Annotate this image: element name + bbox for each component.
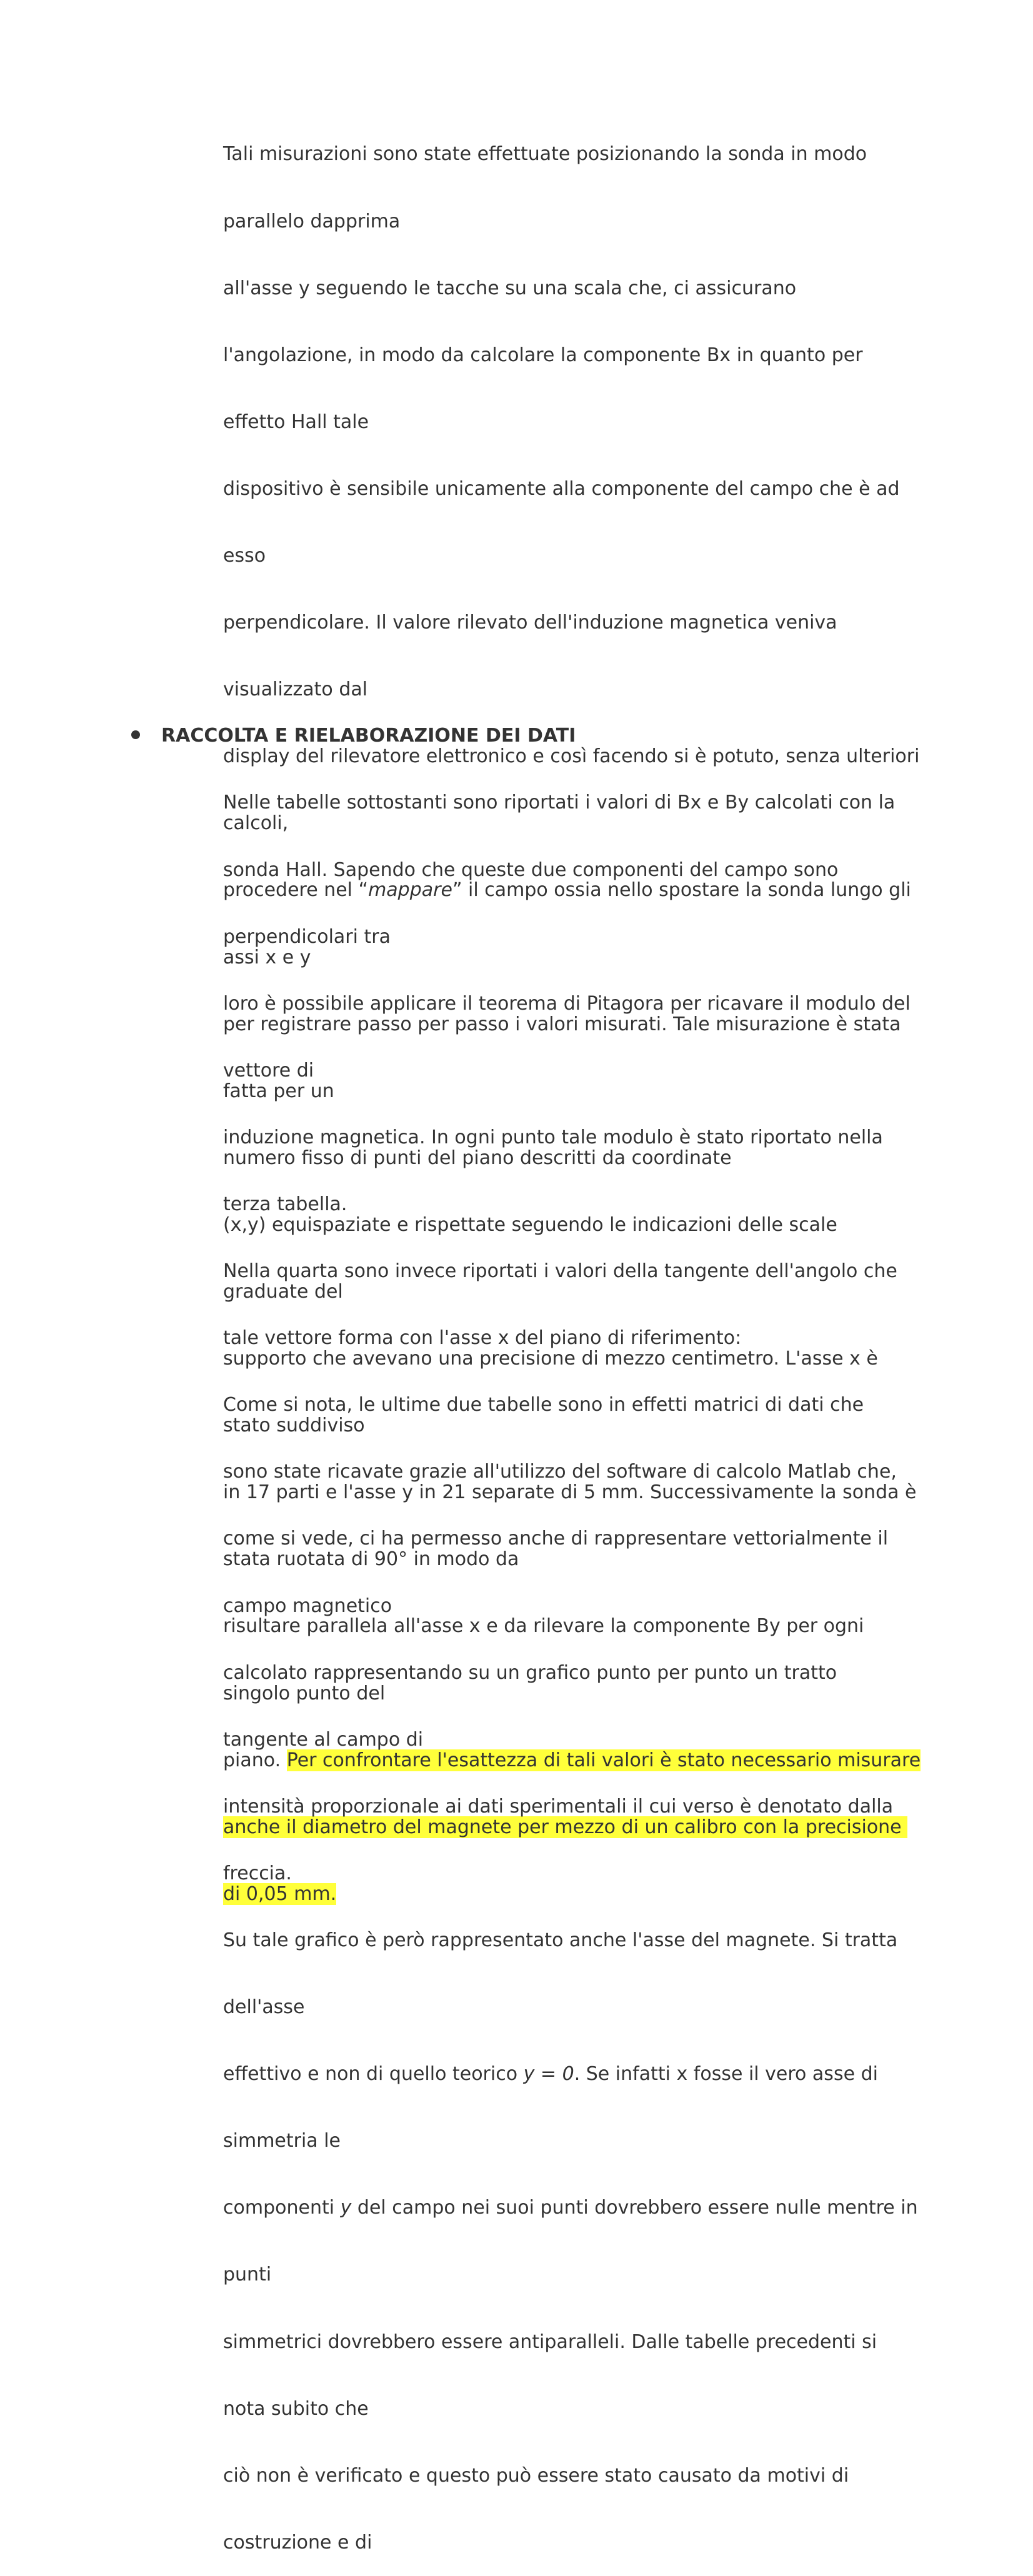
text-segment: componenti xyxy=(223,2197,341,2219)
text-line: freccia. xyxy=(223,1862,292,1884)
text-line: l'angolazione, in modo da calcolare la componente Bx in quanto per xyxy=(223,344,863,366)
text-line: perpendicolari tra xyxy=(223,925,391,948)
bullet-icon xyxy=(131,730,140,739)
highlighted-text: anche il diametro del magnete per mezzo di un calibro con la precisione xyxy=(223,1816,908,1838)
text-line: per registrare passo per passo i valori misurati. Tale misurazione è stata xyxy=(223,1013,901,1035)
text-line: calcoli, xyxy=(223,812,289,835)
text-line: Come si nota, le ultime due tabelle sono in effetti matrici di dati che xyxy=(223,1394,864,1416)
text-line: graduate del xyxy=(223,1281,343,1303)
text-line: dispositivo è sensibile unicamente alla componente del campo che è ad xyxy=(223,477,900,500)
text-line: effetto Hall tale xyxy=(223,410,369,433)
highlighted-text: Per confrontare l'esattezza di tali valori è stato necessario misurare xyxy=(286,1749,921,1771)
text-line: come si vede, ci ha permesso anche di rappresentare vettorialmente il xyxy=(223,1528,889,1550)
text-line: ciò non è verificato e questo può essere stato causato da motivi di xyxy=(223,2464,849,2487)
text-line: supporto che avevano una precisione di mezzo centimetro. L'asse x è xyxy=(223,1348,878,1370)
text-line: simmetrici dovrebbero essere antiparalleli. Dalle tabelle precedenti si xyxy=(223,2330,877,2353)
text-line: Su tale grafico è però rappresentato anche l'asse del magnete. Si tratta xyxy=(223,1929,898,1951)
text-segment: procedere nel “ xyxy=(223,879,369,902)
text-line: Nella quarta sono invece riportati i valori della tangente dell'angolo che xyxy=(223,1260,897,1283)
text-line: tale vettore forma con l'asse x del piano di riferimento: xyxy=(223,1327,742,1350)
section-heading xyxy=(131,725,576,747)
italic-term: y xyxy=(340,2197,352,2219)
text-line: punti xyxy=(223,2264,272,2286)
italic-term: mappare xyxy=(368,879,452,902)
text-line: nota subito che xyxy=(223,2397,369,2420)
text-line: tangente al campo di xyxy=(223,1728,424,1751)
text-line: visualizzato dal xyxy=(223,679,368,701)
text-segment: del campo nei suoi punti dovrebbero essere nulle mentre in xyxy=(351,2197,918,2219)
text-line: terza tabella. xyxy=(223,1193,347,1215)
text-line: fatta per un xyxy=(223,1080,334,1102)
text-line: (x,y) equispaziate e rispettate seguendo le indicazioni delle scale xyxy=(223,1213,837,1236)
text-line: perpendicolare. Il valore rilevato dell'induzione magnetica veniva xyxy=(223,612,837,634)
section-heading-text: RACCOLTA E RIELABORAZIONE DEI DATI xyxy=(161,725,576,747)
text-segment: piano. xyxy=(223,1749,287,1771)
text-line: loro è possibile applicare il teorema di Pitagora per ricavare il modulo del xyxy=(223,992,911,1015)
text-line: display del rilevatore elettronico e così facendo si è potuto, senza ulteriori xyxy=(223,745,920,768)
text-line: esso xyxy=(223,544,266,567)
text-line: Nelle tabelle sottostanti sono riportati i valori di Bx e By calcolati con la xyxy=(223,792,896,814)
text-line-componenti-y xyxy=(223,2197,942,2219)
text-line: costruzione e di xyxy=(223,2531,372,2554)
text-line: parallelo dapprima xyxy=(223,210,401,232)
text-line: risultare parallela all'asse x e da rilevare la componente By per ogni xyxy=(223,1615,864,1638)
text-line: all'asse y seguendo le tacche su una scala che, ci assicurano xyxy=(223,277,797,299)
text-line: campo magnetico xyxy=(223,1594,392,1617)
text-line: singolo punto del xyxy=(223,1682,386,1704)
text-line-y0 xyxy=(223,2063,942,2086)
text-line: induzione magnetica. In ogni punto tale modulo è stato riportato nella xyxy=(223,1126,883,1148)
text-segment: . Se infatti x fosse il vero asse di xyxy=(574,2063,878,2086)
text-line: simmetria le xyxy=(223,2130,341,2152)
highlighted-text: di 0,05 mm. xyxy=(223,1882,337,1905)
text-line: in 17 parti e l'asse y in 21 separate di 5 mm. Successivamente la sonda è xyxy=(223,1481,917,1504)
text-line: calcolato rappresentando su un grafico punto per punto un tratto xyxy=(223,1661,837,1684)
text-line: stato suddiviso xyxy=(223,1415,365,1437)
text-segment: ” il campo ossia nello spostare la sonda lungo gli xyxy=(452,879,911,902)
body-text-block-2 xyxy=(223,747,942,2576)
text-line: stata ruotata di 90° in modo da xyxy=(223,1548,519,1571)
text-line: numero fisso di punti del piano descritti da coordinate xyxy=(223,1146,732,1169)
text-segment: effettivo e non di quello teorico xyxy=(223,2063,524,2086)
text-line: intensità proporzionale ai dati sperimentali il cui verso è denotato dalla xyxy=(223,1795,894,1818)
text-line: sono state ricavate grazie all'utilizzo del software di calcolo Matlab che, xyxy=(223,1461,897,1483)
italic-term: y = 0 xyxy=(523,2063,574,2086)
text-line: vettore di xyxy=(223,1059,314,1082)
text-line: assi x e y xyxy=(223,946,311,968)
text-line: sonda Hall. Sapendo che queste due componenti del campo sono xyxy=(223,858,839,881)
text-line: Tali misurazioni sono state effettuate posizionando la sonda in modo xyxy=(223,143,867,166)
text-line: dell'asse xyxy=(223,1996,305,2019)
